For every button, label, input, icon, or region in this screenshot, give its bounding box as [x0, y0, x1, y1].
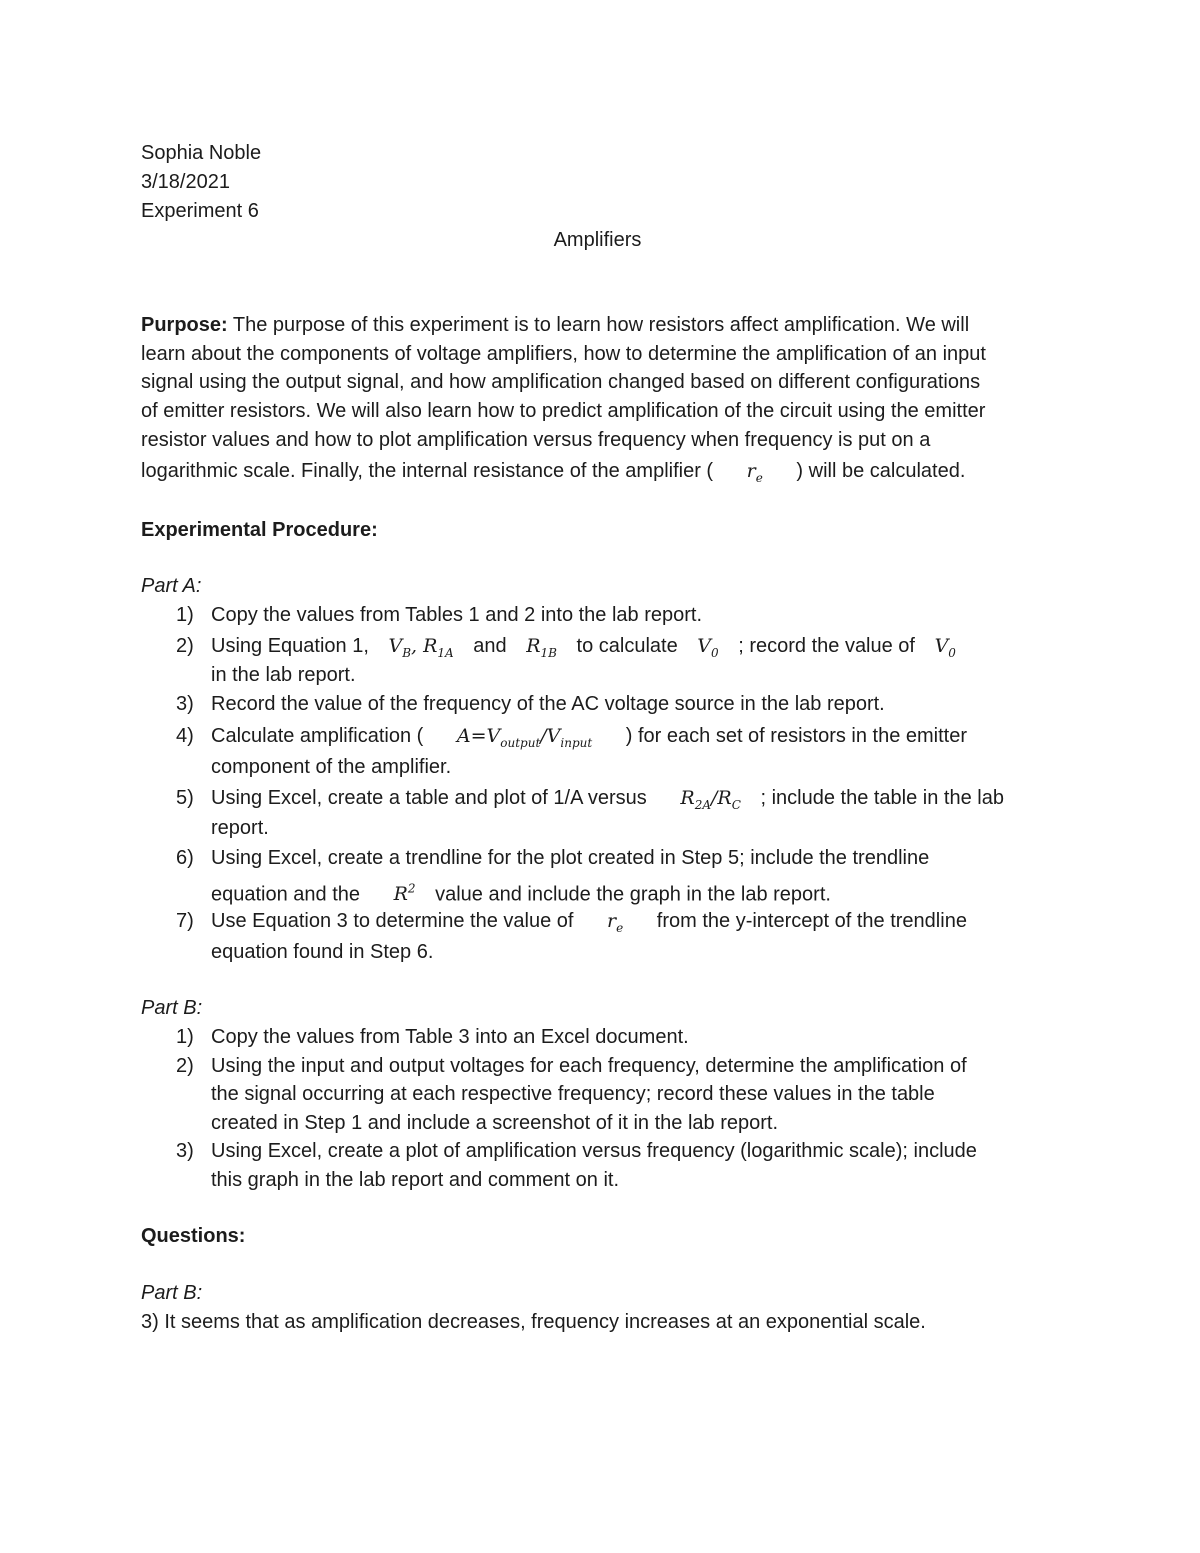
purpose-label: Purpose: — [141, 314, 228, 336]
part-b-label: Part B: — [141, 997, 203, 1019]
part-a-item-6-number: 6) — [176, 847, 194, 869]
purpose-line-5: resistor values and how to plot amplification versus frequency when frequency is put on a — [141, 429, 931, 451]
purpose-line-4: of emitter resistors. We will also learn how to predict amplification of the circuit using the emitter — [141, 400, 986, 422]
part-a-item-2-number: 2) — [176, 635, 194, 657]
author-name: Sophia Noble — [141, 142, 262, 164]
part-b-item-3-line-1: Using Excel, create a plot of amplification versus frequency (logarithmic scale); include — [211, 1140, 977, 1162]
v0-symbol-2: $V_0$ — [934, 635, 956, 660]
questions-heading: Questions: — [141, 1225, 246, 1247]
purpose-line-6: logarithmic scale. Finally, the internal resistance of the amplifier ( $r_e$ ) will be calculated. — [141, 460, 966, 485]
part-b-item-3-number: 3) — [176, 1140, 194, 1162]
part-a-item-2: Using Equation 1, $V_B$, $R_{1A}$ and $R_{1B}$ to calculate $V_0$ ; record the value of $V_0$ — [211, 635, 956, 660]
vb-r1a-symbol: $V_B$, $R_{1A}$ — [388, 635, 454, 660]
questions-part-b-label: Part B: — [141, 1282, 203, 1304]
part-a-item-1: Copy the values from Tables 1 and 2 into the lab report. — [211, 604, 703, 626]
part-a-item-6-cont: equation and the $R^2$ value and include the graph in the lab report. — [211, 882, 831, 906]
part-b-item-3-line-2: this graph in the lab report and comment on it. — [211, 1169, 620, 1191]
part-a-item-2-cont: in the lab report. — [211, 664, 356, 686]
r2a-rc-ratio: $R_{2A}/R_C$ — [680, 787, 741, 812]
part-a-item-5-number: 5) — [176, 787, 194, 809]
document-title: Amplifiers — [553, 229, 642, 251]
part-a-item-3-number: 3) — [176, 693, 194, 715]
purpose-text: The purpose of this experiment is to learn how resistors affect amplification. We will — [232, 314, 970, 336]
part-b-item-1-number: 1) — [176, 1026, 194, 1048]
part-a-item-4: Calculate amplification ( $A=V_{output}/V_{input}$ ) for each set of resistors in the emitter — [211, 725, 968, 750]
question-answer-3: 3) It seems that as amplification decreases, frequency increases at an exponential scale. — [141, 1311, 926, 1333]
part-a-item-5-cont: report. — [211, 817, 269, 839]
part-b-item-2-line-2: the signal occurring at each respective frequency; record these values in the table — [211, 1083, 935, 1105]
r1b-symbol: $R_{1B}$ — [526, 635, 557, 660]
report-date: 3/18/2021 — [141, 171, 230, 193]
part-a-label: Part A: — [141, 575, 202, 597]
part-a-item-7: Use Equation 3 to determine the value of $r_e$ from the y-intercept of the trendline — [211, 910, 967, 935]
part-a-item-3: Record the value of the frequency of the AC voltage source in the lab report. — [211, 693, 885, 715]
purpose-line-2: learn about the components of voltage amplifiers, how to determine the amplification of an input — [141, 343, 986, 365]
procedure-heading: Experimental Procedure: — [141, 519, 378, 541]
part-b-item-1: Copy the values from Table 3 into an Excel document. — [211, 1026, 689, 1048]
experiment-number: Experiment 6 — [141, 200, 259, 222]
part-a-item-7-cont: equation found in Step 6. — [211, 941, 434, 963]
part-a-item-4-cont: component of the amplifier. — [211, 756, 452, 778]
part-a-item-5: Using Excel, create a table and plot of 1/A versus $R_{2A}/R_C$ ; include the table in the lab — [211, 787, 1004, 812]
part-b-item-2-line-3: created in Step 1 and include a screenshot of it in the lab report. — [211, 1112, 779, 1134]
purpose-line-3: signal using the output signal, and how amplification changed based on different configurations — [141, 371, 981, 393]
part-b-item-2-number: 2) — [176, 1055, 194, 1077]
part-a-item-6: Using Excel, create a trendline for the plot created in Step 5; include the trendline — [211, 847, 930, 869]
part-a-item-1-number: 1) — [176, 604, 194, 626]
part-b-item-2-line-1: Using the input and output voltages for each frequency, determine the amplification of — [211, 1055, 967, 1077]
part-a-item-7-number: 7) — [176, 910, 194, 932]
v0-symbol: $V_0$ — [697, 635, 719, 660]
internal-resistance-symbol: $r_e$ — [746, 460, 763, 485]
r-squared-symbol: $R^2$ — [393, 882, 416, 906]
purpose-line-1 — [141, 313, 969, 337]
part-a-item-4-number: 4) — [176, 725, 194, 747]
re-symbol: $r_e$ — [607, 910, 624, 935]
amplification-formula: $A=V_{output}/V_{input}$ — [456, 725, 593, 750]
